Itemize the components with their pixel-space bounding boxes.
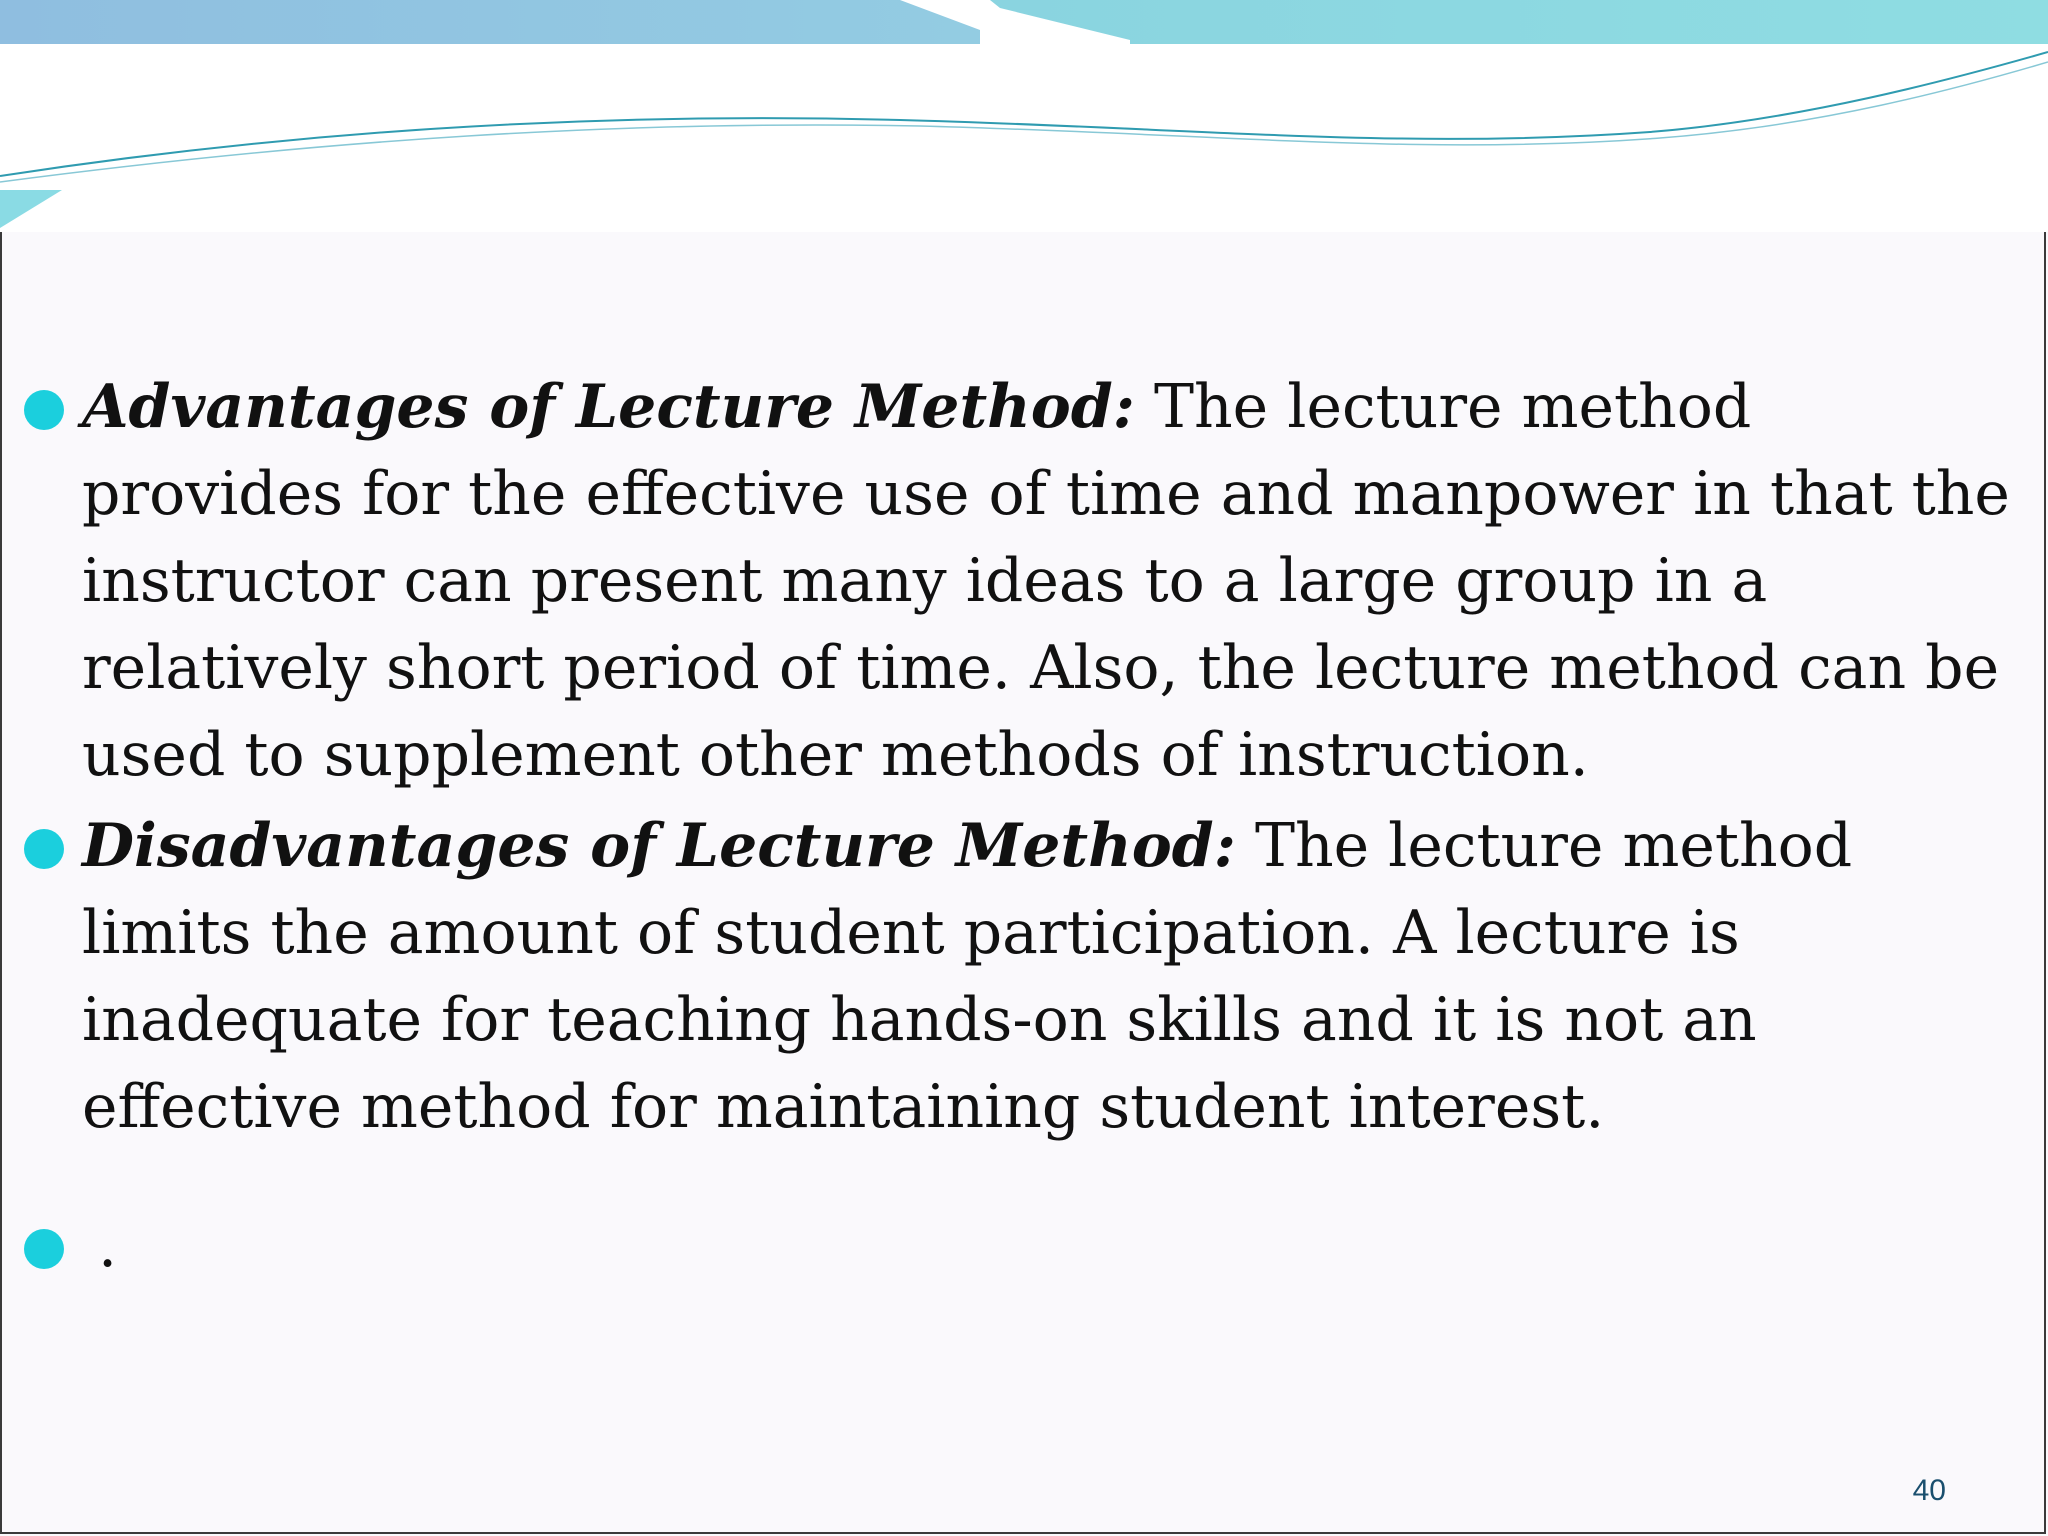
- bullet-list: [0, 364, 2048, 1290]
- bullet-dot-icon: [24, 829, 64, 869]
- bullet-text: The lecture method provides for the effective use of time and manpower in that the instructor can present many ideas to a large group in a relatively short period of time. Also, the lecture method can be used to supplement other methods of instruction.: [82, 372, 2010, 790]
- bullet-heading: Advantages of Lecture Method:: [82, 372, 1135, 442]
- bullet-item-empty: [0, 1203, 2048, 1290]
- bullet-dot-icon: [24, 390, 64, 430]
- bullet-dot-icon: [24, 1229, 64, 1269]
- page-number: 40: [1912, 1474, 1946, 1507]
- bullet-heading: Disadvantages of Lecture Method:: [82, 811, 1236, 881]
- bullet-text: .: [98, 1211, 118, 1281]
- bullet-item-disadvantages: [0, 803, 2048, 1151]
- bullet-text: The lecture method limits the amount of student participation. A lecture is inadequate for teaching hands-on skills and it is not an effective method for maintaining student interest.: [82, 811, 1853, 1142]
- slide-header-decoration: [0, 0, 2048, 232]
- wave-decoration: [0, 0, 2048, 232]
- bullet-item-advantages: [0, 364, 2048, 799]
